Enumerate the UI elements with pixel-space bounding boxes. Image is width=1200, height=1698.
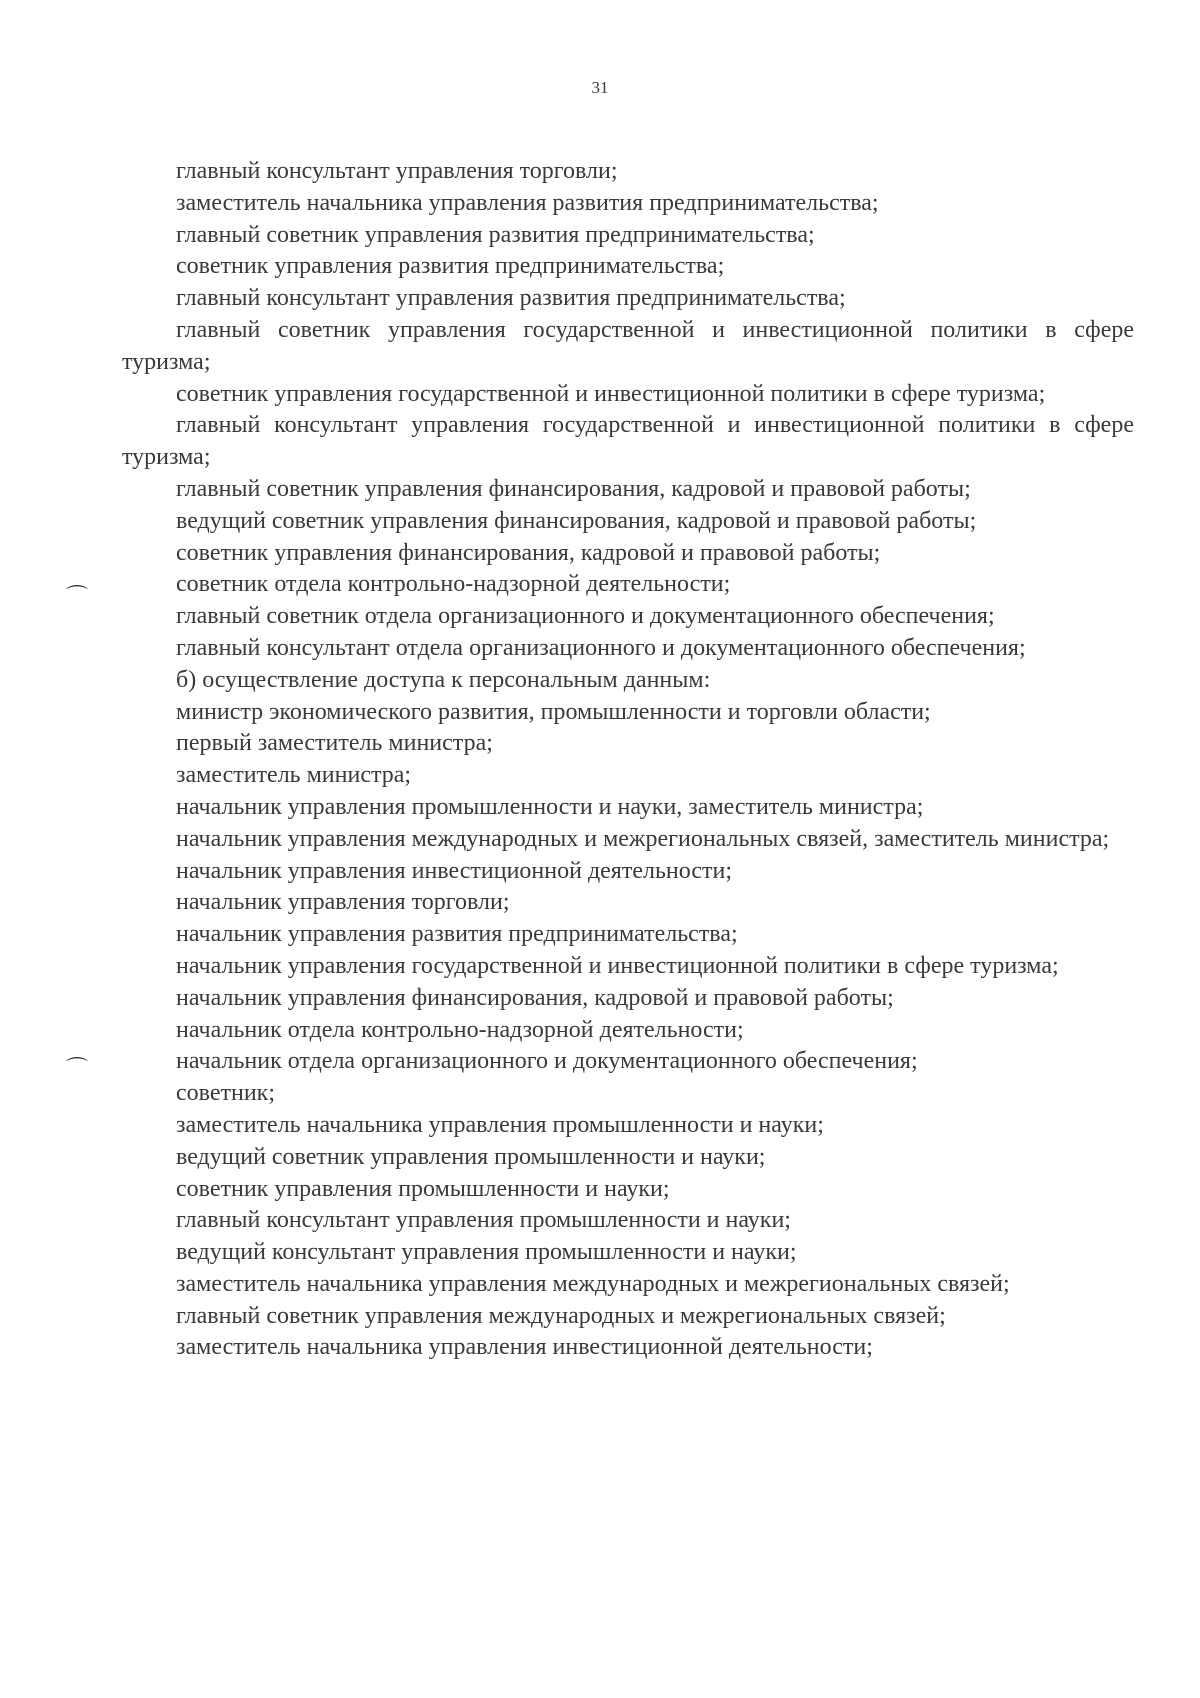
section-heading: б) осуществление доступа к персональным данным: [176,666,711,693]
list-item: ведущий советник управления промышленности и науки; [176,1143,766,1170]
list-item: начальник управления международных и межрегиональных связей, заместитель министра; [176,825,1110,852]
list-item: главный консультант управления развития предпринимательства; [176,285,846,312]
list-item: советник; [176,1080,275,1107]
list-item: советник управления промышленности и науки; [176,1175,670,1202]
list-item: министр экономического развития, промышленности и торговли области; [176,698,931,725]
list-item: начальник управления промышленности и науки, заместитель министра; [176,793,924,820]
list-item: начальник управления инвестиционной деятельности; [176,857,732,884]
list-item: главный советник управления государственной и инвестиционной политики в сфере туризма; [122,316,1134,375]
list-item: главный советник управления международных и межрегиональных связей; [176,1302,946,1329]
list-item: главный консультант управления промышленности и науки; [176,1207,791,1234]
list-item: главный советник управления развития предпринимательства; [176,221,815,248]
list-item: начальник отдела организационного и документационного обеспечения; [176,1048,918,1075]
list-item: первый заместитель министра; [176,730,493,757]
page-number: 31 [591,78,609,97]
list-item: заместитель министра; [176,762,412,789]
list-item: заместитель начальника управления промышленности и науки; [176,1111,824,1138]
list-item: главный советник управления финансирования, кадровой и правовой работы; [176,475,971,502]
list-item: советник отдела контрольно-надзорной деятельности; [176,571,731,598]
list-item: заместитель начальника управления развития предпринимательства; [176,189,879,216]
list-item: начальник управления государственной и инвестиционной политики в сфере туризма; [176,952,1059,979]
list-item: заместитель начальника управления международных и межрегиональных связей; [176,1270,1010,1297]
list-item: начальник отдела контрольно-надзорной деятельности; [176,1016,744,1043]
list-item: советник управления финансирования, кадровой и правовой работы; [176,539,881,566]
list-item: советник управления государственной и инвестиционной политики в сфере туризма; [176,380,1046,407]
list-item: главный консультант управления торговли; [176,158,618,184]
list-item: начальник управления развития предпринимательства; [176,921,738,948]
list-item: советник управления развития предпринимательства; [176,253,725,280]
list-item: заместитель начальника управления инвестиционной деятельности; [176,1334,873,1361]
list-item: главный консультант отдела организационного и документационного обеспечения; [176,634,1026,661]
list-item: главный советник отдела организационного и документационного обеспечения; [176,603,995,630]
list-item: начальник управления торговли; [176,889,510,916]
margin-mark: ⌒ [66,1056,89,1081]
list-item: ведущий консультант управления промышленности и науки; [176,1239,797,1266]
list-item: ведущий советник управления финансирования, кадровой и правовой работы; [176,507,977,534]
document-body [122,156,1134,1364]
list-item: начальник управления финансирования, кадровой и правовой работы; [176,984,894,1011]
list-item: главный консультант управления государственной и инвестиционной политики в сфере туризма; [122,412,1134,471]
margin-mark: ⌒ [66,584,89,609]
